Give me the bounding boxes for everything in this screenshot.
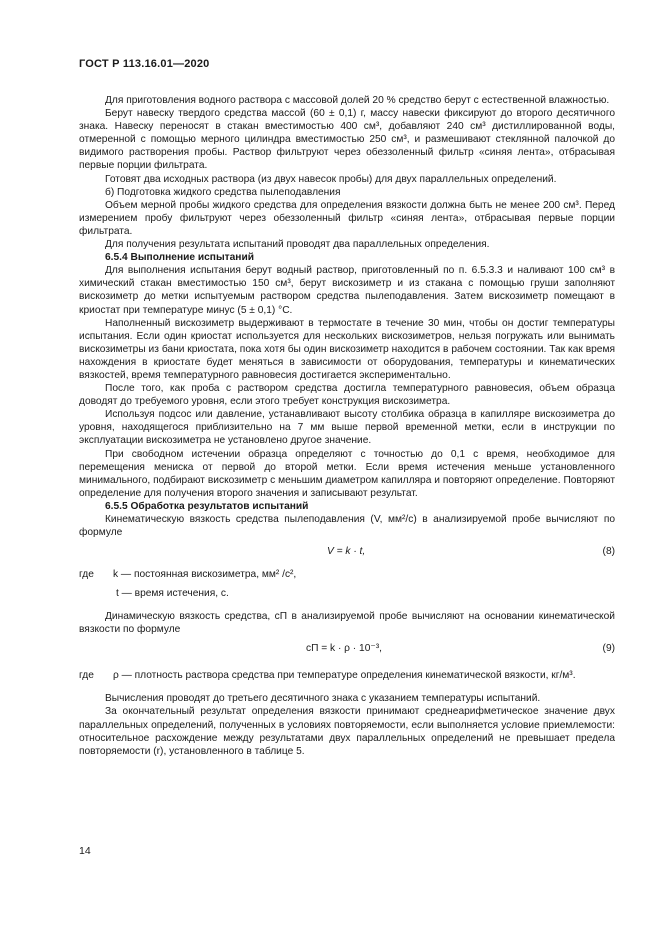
formula-expression: V = k · t, bbox=[327, 546, 366, 558]
where-line bbox=[79, 669, 615, 682]
formula-expression: сП = k · ρ · 10⁻³, bbox=[306, 643, 382, 655]
where-line bbox=[79, 587, 615, 600]
paragraph: Кинематическую вязкость средства пылеподавления (V, мм²/с) в анализируемой пробе вычисляют по формуле bbox=[79, 514, 615, 539]
formula-number: (8) bbox=[602, 546, 615, 558]
paragraph: Для выполнения испытания берут водный раствор, приготовленный по п. 6.5.3.3 и наливают 100 см³ в химический стакан вместимостью 150 см³, берут вискозиметр и из стакана с помощью груши заполняют вискозиметр до метки испытуемым раствором средства пылеподавления. Затем вискозиметр помещают в криостат при температуре минус (5 ± 0,1) °С. bbox=[79, 265, 615, 316]
paragraph: Для получения результата испытаний проводят два параллельных определения. bbox=[105, 239, 490, 251]
section-heading: 6.5.5 Обработка результатов испытаний bbox=[105, 500, 309, 512]
where-word: где bbox=[79, 569, 94, 581]
document-header: ГОСТ Р 113.16.01—2020 bbox=[79, 58, 210, 70]
paragraph: После того, как проба с раствором средства достигла температурного равновесия, объем образца доводят до требуемого уровня, если этого требует конструкция вискозиметра. bbox=[79, 383, 615, 408]
paragraph: Готовят два исходных раствора (из двух навесок пробы) для двух параллельных определений. bbox=[105, 173, 557, 185]
formula-8 bbox=[79, 545, 615, 558]
paragraph: Берут навеску твердого средства массой (60 ± 0,1) г, массу навески фиксируют до второго десятичного знака. Навеску переносят в стакан вместимостью 400 см³, добавляют 240 см³ дистиллированной воды, отмеренной с помощью мерного цилиндра вместимостью 250 см³, и размешивают стеклянной палочкой до видимого растворения пробы. Раствор фильтруют через обеззоленный фильтр «синяя лента», отбрасывая первые порции фильтрата. bbox=[79, 108, 615, 172]
where-line bbox=[79, 568, 615, 581]
paragraph: За окончательный результат определения вязкости принимают среднеарифметическое значение двух параллельных определений, полученных в условиях повторяемости, если выполняется условие приемлемости: относительное расхождение между результатами двух параллельных определений не превышает предела повторяемости (r), установленного в таблице 5. bbox=[79, 706, 615, 757]
paragraph: При свободном истечении образца определяют с точностью до 0,1 с время, необходимое для перемещения мениска от первой до второй метки. Если время истечения меньше установленного минимального, подбирают вискозиметр с меньшим диаметром капилляра и повторяют определение. Повторяют определение для получения второго значения и записывают результат. bbox=[79, 448, 615, 499]
paragraph: Используя подсос или давление, устанавливают высоту столбика образца в капилляре вискозиметра до уровня, находящегося приблизительно на 7 мм выше первой временной метки, если в инструкции по эксплуатации вискозиметра не установлено другое значение. bbox=[79, 409, 615, 447]
definition-k: k — постоянная вискозиметра, мм² /с², bbox=[113, 569, 297, 581]
definition-rho: ρ — плотность раствора средства при температуре определения кинематической вязкости, кг/м³. bbox=[113, 670, 576, 682]
formula-number: (9) bbox=[602, 643, 615, 655]
section-heading: 6.5.4 Выполнение испытаний bbox=[105, 252, 254, 264]
definition-t: t — время истечения, с. bbox=[116, 588, 229, 600]
paragraph: Вычисления проводят до третьего десятичного знака с указанием температуры испытаний. bbox=[105, 693, 541, 705]
paragraph: Динамическую вязкость средства, сП в анализируемой пробе вычисляют на основании кинематической вязкости по формуле bbox=[79, 611, 615, 636]
paragraph: Наполненный вискозиметр выдерживают в термостате в течение 30 мин, чтобы он достиг температуры испытания. Если один криостат используется для нескольких вискозиметров, нельзя погружать или вынимать вискозиметры из бани криостата, пока хотя бы один вискозиметр находится в рабочем состоянии. Так как время нахождения в криостате будет меняться в зависимости от оборудования, температуры и кинематических вязкостей, время температурного равновесия достигается экспериментально. bbox=[79, 317, 615, 381]
paragraph: б) Подготовка жидкого средства пылеподавления bbox=[105, 186, 341, 198]
page-body bbox=[79, 94, 615, 758]
where-word: где bbox=[79, 670, 94, 682]
paragraph: Объем мерной пробы жидкого средства для определения вязкости должна быть не менее 200 см³. Перед измерением пробу фильтруют через обеззоленный фильтр «синяя лента», отбрасывая первые порции фильтрата. bbox=[79, 199, 615, 237]
page-number: 14 bbox=[79, 845, 91, 857]
formula-9 bbox=[79, 642, 615, 655]
paragraph: Для приготовления водного раствора с массовой долей 20 % средство берут с естественной влажностью. bbox=[105, 95, 610, 106]
